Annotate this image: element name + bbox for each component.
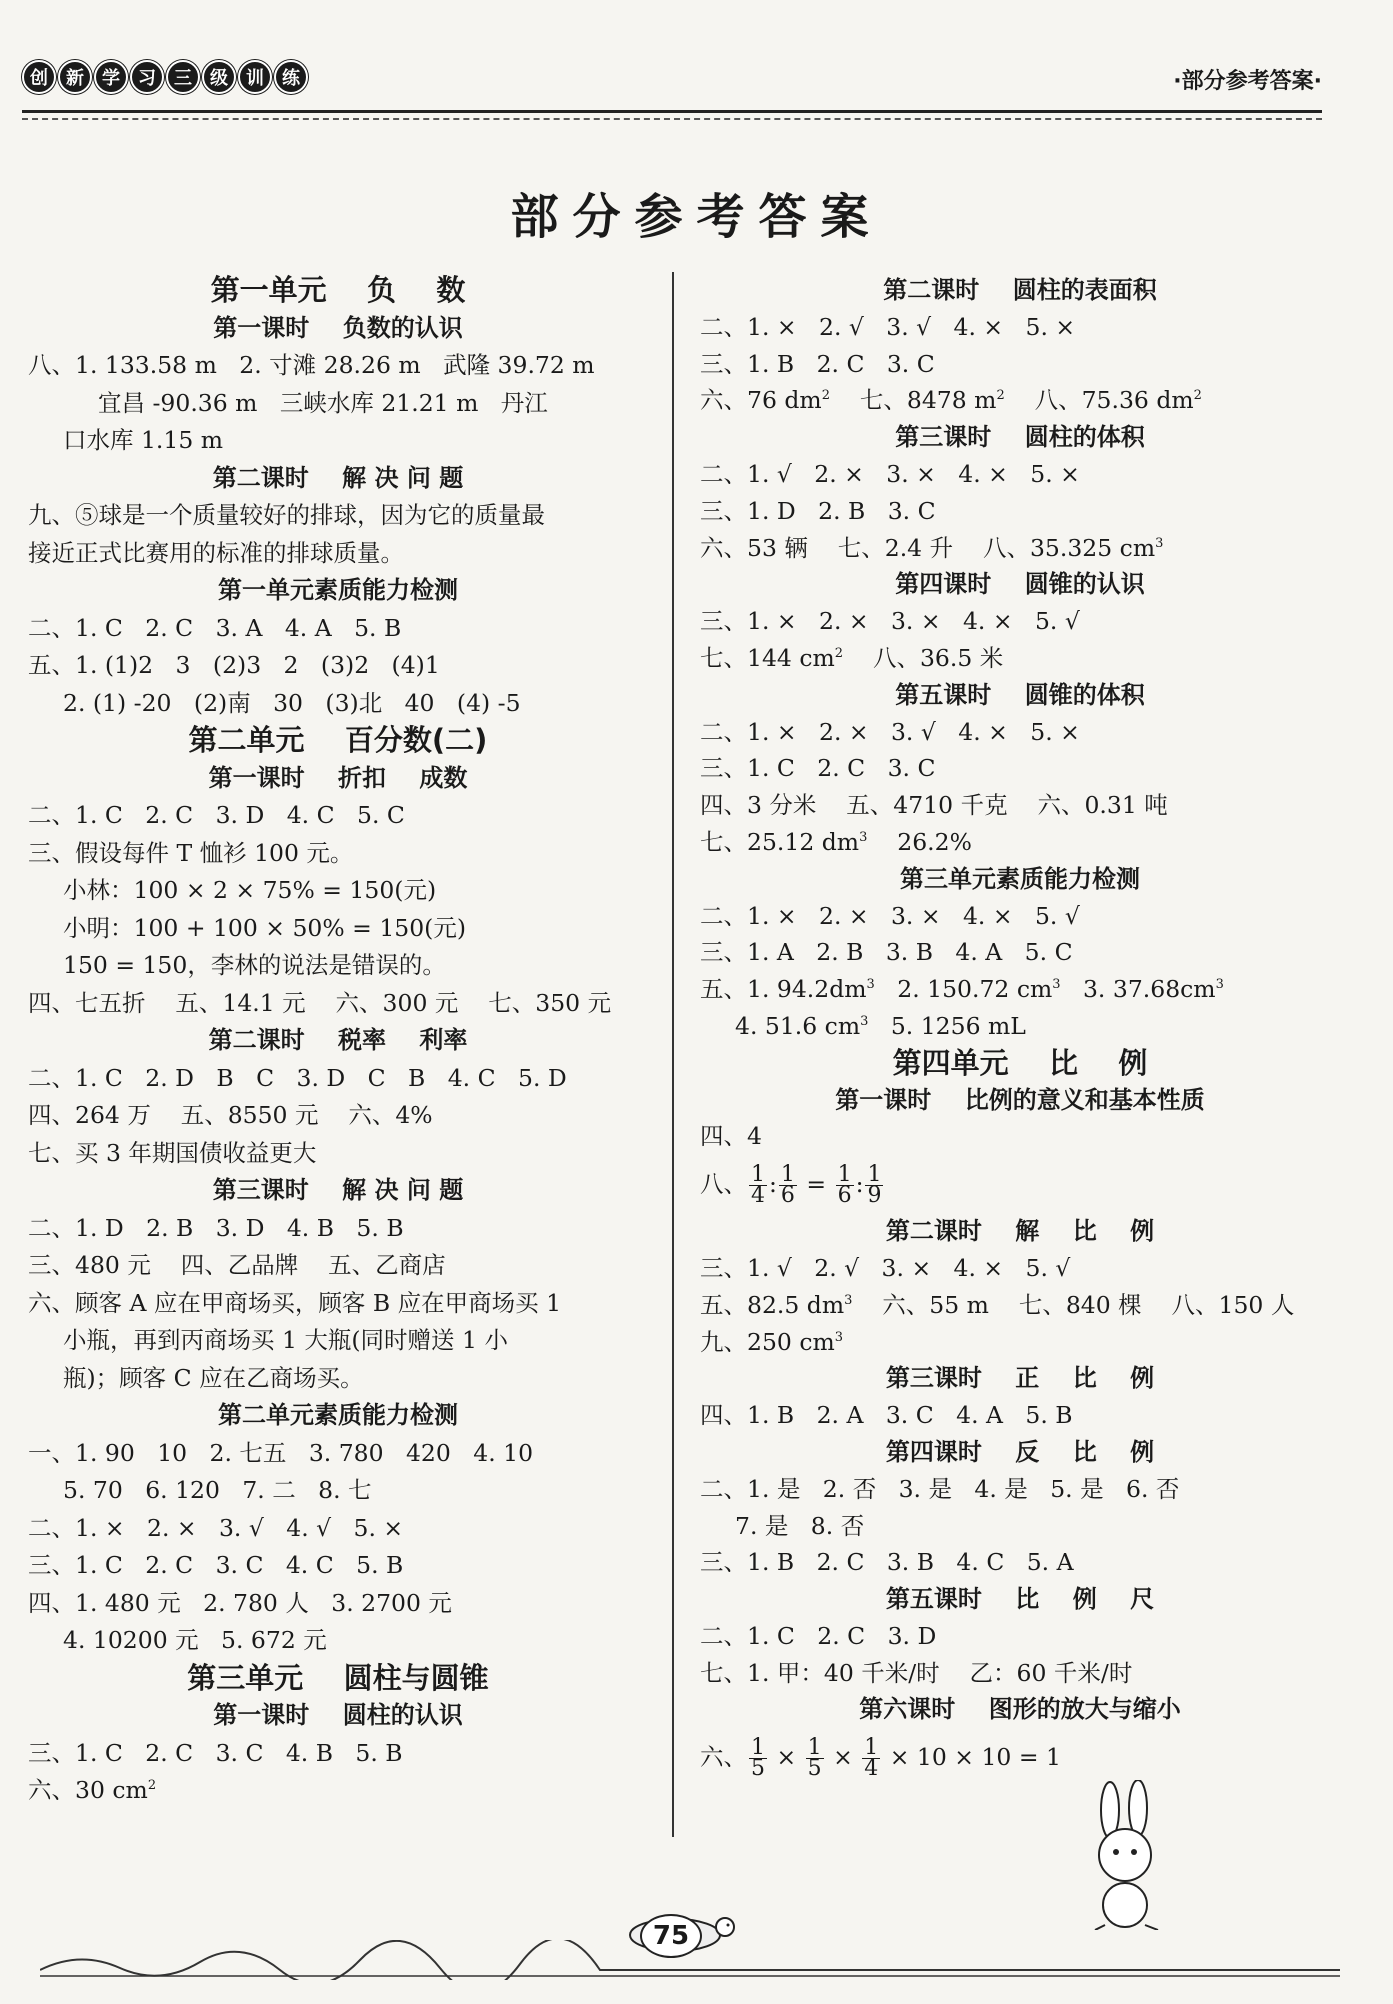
answer-line: 六、53 辆 七、2.4 升 八、35.325 $cm^3$ xyxy=(700,533,1164,562)
answer-line: 三、1. B 2. C 3. C xyxy=(700,349,935,378)
answer-line-scale: 六、 $\frac{1}{5}$ × $\frac{1}{5}$ × $\frac{1}{4}$ × 10 × 10 = 1 xyxy=(700,1735,1061,1782)
answer-line: 三、1. C 2. C 3. C xyxy=(700,754,936,783)
brand-char: 训 xyxy=(238,60,272,94)
lesson-heading: 第四课时 反 比 例 xyxy=(885,1437,1155,1466)
brand-char: 创 xyxy=(22,60,56,94)
unit-heading: 第三单元 圆柱与圆锥 xyxy=(187,1660,489,1695)
lesson-heading: 第三课时 正 比 例 xyxy=(885,1364,1155,1393)
column-divider xyxy=(672,272,674,1837)
answer-line: 一、1. 90 10 2. 七五 3. 780 420 4. 10 xyxy=(28,1438,534,1467)
answer-line: 六、76 $dm^2$ 七、8478 $m^2$ 八、75.36 $dm^2$ xyxy=(700,386,1202,415)
lesson-heading: 第六课时 图形的放大与缩小 xyxy=(859,1695,1181,1724)
answer-line: 接近正式比赛用的标准的排球质量。 xyxy=(28,538,404,567)
fraction: $\frac{1}{4}$ xyxy=(751,1162,765,1209)
answer-line: 5. 70 6. 120 7. 二 8. 七 xyxy=(63,1476,372,1504)
brand-char: 学 xyxy=(94,60,128,94)
answer-line: 口水库 1.15 m xyxy=(63,426,224,454)
answer-line: 七、1. 甲：40 千米/时 乙：60 千米/时 xyxy=(700,1658,1133,1687)
answer-line: 五、1. $94.2dm^3$ 2. 150.72 $cm^3$ 3. $37.68cm^3$ xyxy=(700,975,1224,1004)
lesson-heading: 第五课时 比 例 尺 xyxy=(885,1585,1155,1614)
lesson-heading: 第三单元素质能力检测 xyxy=(900,864,1140,893)
answer-line: 四、4 xyxy=(700,1122,762,1151)
header-rule xyxy=(22,110,1322,113)
lesson-heading: 第二课时 税率 利率 xyxy=(208,1026,468,1054)
answer-line: 七、25.12 $dm^3$ 26.2% xyxy=(700,827,972,856)
answer-line: 四、1. B 2. A 3. C 4. A 5. B xyxy=(700,1401,1073,1430)
answer-line: 二、1. × 2. √ 3. √ 4. × 5. × xyxy=(700,312,1076,341)
answer-line: 二、1. D 2. B 3. D 4. B 5. B xyxy=(28,1213,404,1242)
brand-char: 练 xyxy=(274,60,308,94)
answer-line: 二、1. × 2. × 3. √ 4. × 5. × xyxy=(700,717,1080,746)
lesson-heading: 第一课时 比例的意义和基本性质 xyxy=(835,1085,1205,1114)
right-column xyxy=(700,272,1340,1786)
answer-line: 三、1. C 2. C 3. C 4. C 5. B xyxy=(28,1551,404,1579)
answer-line: 四、3 分米 五、4710 千克 六、0.31 吨 xyxy=(700,791,1168,820)
answer-line: 150 = 150，李林的说法是错误的。 xyxy=(63,951,446,979)
answer-line: 九、⑤球是一个质量较好的排球，因为它的质量最 xyxy=(28,501,545,529)
answer-line-proportion: 八、 $\frac{1}{4}$ : $\frac{1}{6}$ = $\frac{1}{6}$ : $\frac{1}{9}$ xyxy=(700,1162,882,1209)
answer-line: 小明：100 + 100 × 50% = 150(元) xyxy=(63,913,467,942)
lesson-heading: 第二课时 解 比 例 xyxy=(885,1217,1155,1246)
lesson-heading: 第二单元素质能力检测 xyxy=(218,1401,458,1429)
answer-line: 二、1. C 2. C 3. A 4. A 5. B xyxy=(28,613,402,642)
answer-line: 小瓶，再到丙商场买 1 大瓶(同时赠送 1 小 xyxy=(63,1326,508,1354)
answer-line: 三、1. A 2. B 3. B 4. A 5. C xyxy=(700,938,1073,967)
lesson-heading: 第一课时 负数的认识 xyxy=(213,313,463,342)
unit-heading: 第一单元 负 数 xyxy=(210,273,466,307)
answer-line: 六、30 $cm^2$ xyxy=(28,1776,157,1804)
answer-line: 4. 10200 元 5. 672 元 xyxy=(63,1626,327,1654)
lesson-heading: 第二课时 圆柱的表面积 xyxy=(883,276,1157,304)
answer-line: 三、1. D 2. B 3. C xyxy=(700,496,936,525)
left-column xyxy=(28,272,648,1810)
fraction: $\frac{1}{6}$ xyxy=(780,1162,795,1209)
answer-line: 4. 51.6 $cm^3$ 5. 1256 mL xyxy=(735,1011,1026,1040)
section-tag: ·部分参考答案· xyxy=(1173,69,1322,94)
brand-char: 习 xyxy=(130,60,164,94)
answer-line: 七、144 $cm^2$ 八、36.5 米 xyxy=(700,643,1004,672)
answer-line: 四、264 万 五、8550 元 六、4% xyxy=(28,1101,433,1129)
answer-line: 三、1. C 2. C 3. C 4. B 5. B xyxy=(28,1738,403,1767)
lesson-heading: 第一课时 折扣 成数 xyxy=(208,763,468,792)
answer-line: 小林：100 × 2 × 75% = 150(元) xyxy=(63,876,437,904)
answer-line: 二、1. C 2. D B C 3. D C B 4. C 5. D xyxy=(28,1063,567,1092)
answer-line: 六、顾客 A 应在甲商场买，顾客 B 应在甲商场买 1 xyxy=(28,1288,562,1317)
page-title: 部分参考答案 xyxy=(510,189,883,245)
series-logo xyxy=(22,60,310,94)
answer-line: 三、1. × 2. × 3. × 4. × 5. √ xyxy=(700,607,1080,636)
lesson-heading: 第一课时 圆柱的认识 xyxy=(213,1701,463,1729)
answer-line: 五、1. (1)2 3 (2)3 2 (3)2 (4)1 xyxy=(28,651,440,679)
brand-char: 新 xyxy=(58,60,92,94)
lesson-heading: 第三课时 圆柱的体积 xyxy=(895,423,1145,452)
answer-line: 三、1. B 2. C 3. B 4. C 5. A xyxy=(700,1548,1074,1577)
answer-line: 五、82.5 $dm^3$ 六、55 m 七、840 棵 八、150 人 xyxy=(700,1290,1295,1319)
unit-heading: 第四单元 比 例 xyxy=(892,1045,1148,1080)
answer-line: 九、250 $cm^3$ xyxy=(700,1327,844,1356)
answer-line: 八、1. 133.58 m 2. 寸滩 28.26 m 武隆 39.72 m xyxy=(28,351,595,379)
fraction: $\frac{1}{5}$ xyxy=(807,1735,822,1782)
answer-line: 四、1. 480 元 2. 780 人 3. 2700 元 xyxy=(28,1588,452,1617)
answer-line: 二、1. C 2. C 3. D xyxy=(700,1621,937,1650)
fraction: $\frac{1}{4}$ xyxy=(864,1735,879,1782)
answer-line: 三、480 元 四、乙品牌 五、乙商店 xyxy=(28,1251,446,1279)
lesson-heading: 第二课时 解 决 问 题 xyxy=(212,463,464,492)
answer-line: 四、七五折 五、14.1 元 六、300 元 七、350 元 xyxy=(28,988,612,1017)
brand-char: 级 xyxy=(202,60,236,94)
answer-line: 二、1. 是 2. 否 3. 是 4. 是 5. 是 6. 否 xyxy=(700,1474,1180,1503)
answer-line: 二、1. √ 2. × 3. × 4. × 5. × xyxy=(700,459,1080,488)
answer-line: 二、1. C 2. C 3. D 4. C 5. C xyxy=(28,801,405,829)
answer-line: 2. (1) -20 (2)南 30 (3)北 40 (4) -5 xyxy=(63,688,521,717)
answer-line: 二、1. × 2. × 3. √ 4. √ 5. × xyxy=(28,1513,404,1542)
lesson-heading: 第三课时 解 决 问 题 xyxy=(212,1176,464,1204)
unit-heading: 第二单元 百分数(二) xyxy=(188,723,488,757)
answer-line: 瓶)；顾客 C 应在乙商场买。 xyxy=(63,1363,364,1392)
bunny-icon xyxy=(1070,1780,1180,1930)
header-dashed-rule xyxy=(22,118,1322,120)
page-number: 75 xyxy=(640,1914,702,1958)
answer-line: 七、买 3 年期国债收益更大 xyxy=(28,1138,317,1167)
fraction: $\frac{1}{6}$ xyxy=(837,1162,852,1209)
fraction: $\frac{1}{9}$ xyxy=(867,1162,882,1209)
answer-line: 宜昌 -90.36 m 三峡水库 21.21 m 丹江 xyxy=(98,388,548,417)
answer-line: 三、1. √ 2. √ 3. × 4. × 5. √ xyxy=(700,1253,1071,1282)
answer-line: 三、假设每件 T 恤衫 100 元。 xyxy=(28,838,354,867)
lesson-heading: 第四课时 圆锥的认识 xyxy=(895,570,1145,599)
lesson-heading: 第五课时 圆锥的体积 xyxy=(895,680,1145,709)
fraction: $\frac{1}{5}$ xyxy=(751,1735,765,1782)
brand-char: 三 xyxy=(166,60,200,94)
answer-line: 7. 是 8. 否 xyxy=(735,1511,865,1540)
answer-line: 二、1. × 2. × 3. × 4. × 5. √ xyxy=(700,901,1080,930)
lesson-heading: 第一单元素质能力检测 xyxy=(218,576,458,604)
